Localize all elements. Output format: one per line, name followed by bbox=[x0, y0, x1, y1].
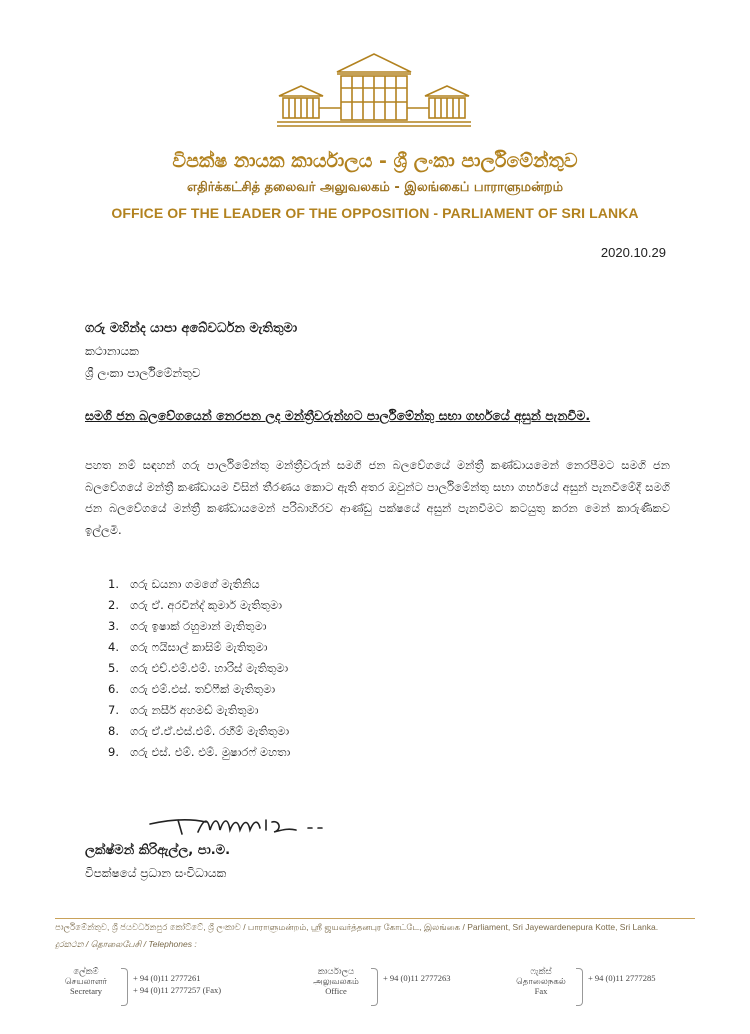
signer-role: විපක්ෂයේ ප්‍රධාන සංවිධායක bbox=[85, 866, 227, 880]
mp-name: ගරු ඉෂාක් රහුමාන් මැතිතුමා bbox=[130, 619, 267, 633]
list-item bbox=[108, 574, 290, 595]
list-item bbox=[108, 637, 290, 658]
mp-list bbox=[108, 574, 290, 763]
list-number: 1. bbox=[108, 577, 119, 591]
addressee-block bbox=[85, 318, 297, 384]
list-item bbox=[108, 658, 290, 679]
contact-label-tamil: அலுவலகம் bbox=[313, 976, 359, 986]
contact-label-tamil: செயலாளர் bbox=[64, 976, 108, 986]
signer-name: ලක්ෂ්මන් කිරිඇල්ල, පා.ම. bbox=[85, 843, 231, 858]
brace-divider bbox=[576, 968, 583, 1006]
mp-name: ගරු ෆයිසාල් කාසිම් මැතිතුමා bbox=[130, 640, 268, 654]
letter-subject: සමගි ජන බලවේගයෙන් නෙරපන ලද මන්ත්‍රීවරුන්හට පාර්ලිමේන්තු සභා ගර්භයේ අසුන් පැනවීම. bbox=[85, 408, 591, 423]
letterhead-title-tamil: எதிர்க்கட்சித் தலைவர் அலுவலகம் - இலங்கைப் பாராளுமன்றம் bbox=[186, 180, 564, 195]
handwritten-signature bbox=[148, 808, 388, 838]
parliament-building-logo bbox=[275, 50, 473, 132]
contact-tel: + 94 (0)11 2777263 bbox=[383, 973, 451, 983]
letter-body: පහත නම් සඳහන් ගරු පාර්ලිමේන්තු මන්ත්‍රීවරුන් සමගි ජන බලවේගයේ මන්ත්‍රී කණ්ඩායමෙන් නෙරපීමට සමගි ජන බලවේගයේ මන්ත්‍රී කණ්ඩායම විසින් තීරණය කොට ඇති අතර ඔවුන්ට පාර්ලිමේන්තු සභා ගර්භයේ අසුන් පැනවීමේදී සමගි ජන බලවේගයේ මන්ත්‍රී කණ්ඩායමෙන් පරිබාහිරව ආණ්ඩු පක්ෂයේ අසුන් පැනවීමට කටයුතු කරන මෙන් කාරුණිකව ඉල්ලමි. bbox=[85, 458, 670, 537]
list-item bbox=[108, 616, 290, 637]
contact-tel: + 94 (0)11 2777261 bbox=[133, 973, 201, 983]
list-number: 7. bbox=[108, 703, 119, 717]
mp-name: ගරු එච්.එම්.එම්. හාරිස් මැතිතුමා bbox=[130, 661, 289, 675]
mp-name: ගරු ඩයනා ගමගේ මැතිනිය bbox=[130, 577, 260, 591]
mp-name: ගරු ඒ. අරවින්ද් කුමාර් මැතිතුමා bbox=[130, 598, 282, 612]
addressee-title: කථානායක bbox=[85, 344, 139, 358]
list-number: 5. bbox=[108, 661, 119, 675]
list-number: 6. bbox=[108, 682, 119, 696]
contact-label-sinhala: ෆැක්ස් bbox=[530, 966, 552, 976]
list-item bbox=[108, 700, 290, 721]
contact-label-sinhala: කාර්යාලය bbox=[317, 966, 355, 976]
list-item bbox=[108, 721, 290, 742]
letterhead-title-sinhala: විපක්ෂ නායක කාර්යාලය - ශ්‍රී ලංකා පාර්ලිමේන්තුව bbox=[172, 150, 578, 172]
contact-label-english: Secretary bbox=[69, 986, 103, 996]
list-item bbox=[108, 679, 290, 700]
list-number: 9. bbox=[108, 745, 119, 759]
brace-divider bbox=[371, 968, 378, 1006]
footer-telephones-label: දුරකථන / தொலைபேசி / Telephones : bbox=[55, 939, 197, 949]
footer-divider bbox=[55, 918, 695, 919]
contact-fax: + 94 (0)11 2777257 (Fax) bbox=[133, 985, 222, 995]
contact-label-sinhala: ලේකම් bbox=[73, 966, 99, 976]
addressee-institution: ශ්‍රී ලංකා පාර්ලිමේන්තුව bbox=[85, 366, 201, 380]
list-item bbox=[108, 595, 290, 616]
list-number: 2. bbox=[108, 598, 119, 612]
addressee-name: ගරු මහින්ද යාපා අබේවර්ධන මැතිතුමා bbox=[85, 321, 298, 336]
list-item bbox=[108, 742, 290, 763]
mp-name: ගරු එම්.එස්. තව්ෆීක් මැතිතුමා bbox=[130, 682, 276, 696]
list-number: 4. bbox=[108, 640, 119, 654]
letterhead-title-english: OFFICE OF THE LEADER OF THE OPPOSITION - PARLIAMENT OF SRI LANKA bbox=[111, 205, 639, 221]
brace-divider bbox=[121, 968, 128, 1006]
contact-label-english: Fax bbox=[534, 986, 548, 996]
mp-name: ගරු ඒ.ඒ.එස්.එම්. රහීම් මැතිතුමා bbox=[130, 724, 290, 738]
contact-label-english: Office bbox=[325, 986, 347, 996]
mp-name: ගරු එස්. එම්. එම්. මුෂාරෆ් මහතා bbox=[130, 745, 291, 759]
contact-tel: + 94 (0)11 2777285 bbox=[588, 973, 656, 983]
footer-address: පාර්ලිමේන්තුව, ශ්‍රී ජයවර්ධනපුර කෝට්ටේ, ශ්‍රී ලංකාව / பாராளுமன்றம், ஸ்ரீ ஜயவர்த்தனபுர கோட்டே, இலங்கை / Parliament, Sri Jayewardenepura Kotte, Sri Lanka. bbox=[55, 922, 659, 932]
mp-name: ගරු නසීර් අහමඩ් මැතිතුමා bbox=[130, 703, 259, 717]
list-number: 8. bbox=[108, 724, 119, 738]
contact-label-tamil: தொலைநகல் bbox=[516, 976, 566, 986]
signer-block bbox=[85, 840, 230, 884]
list-number: 3. bbox=[108, 619, 119, 633]
letter-date: 2020.10.29 bbox=[600, 245, 666, 260]
